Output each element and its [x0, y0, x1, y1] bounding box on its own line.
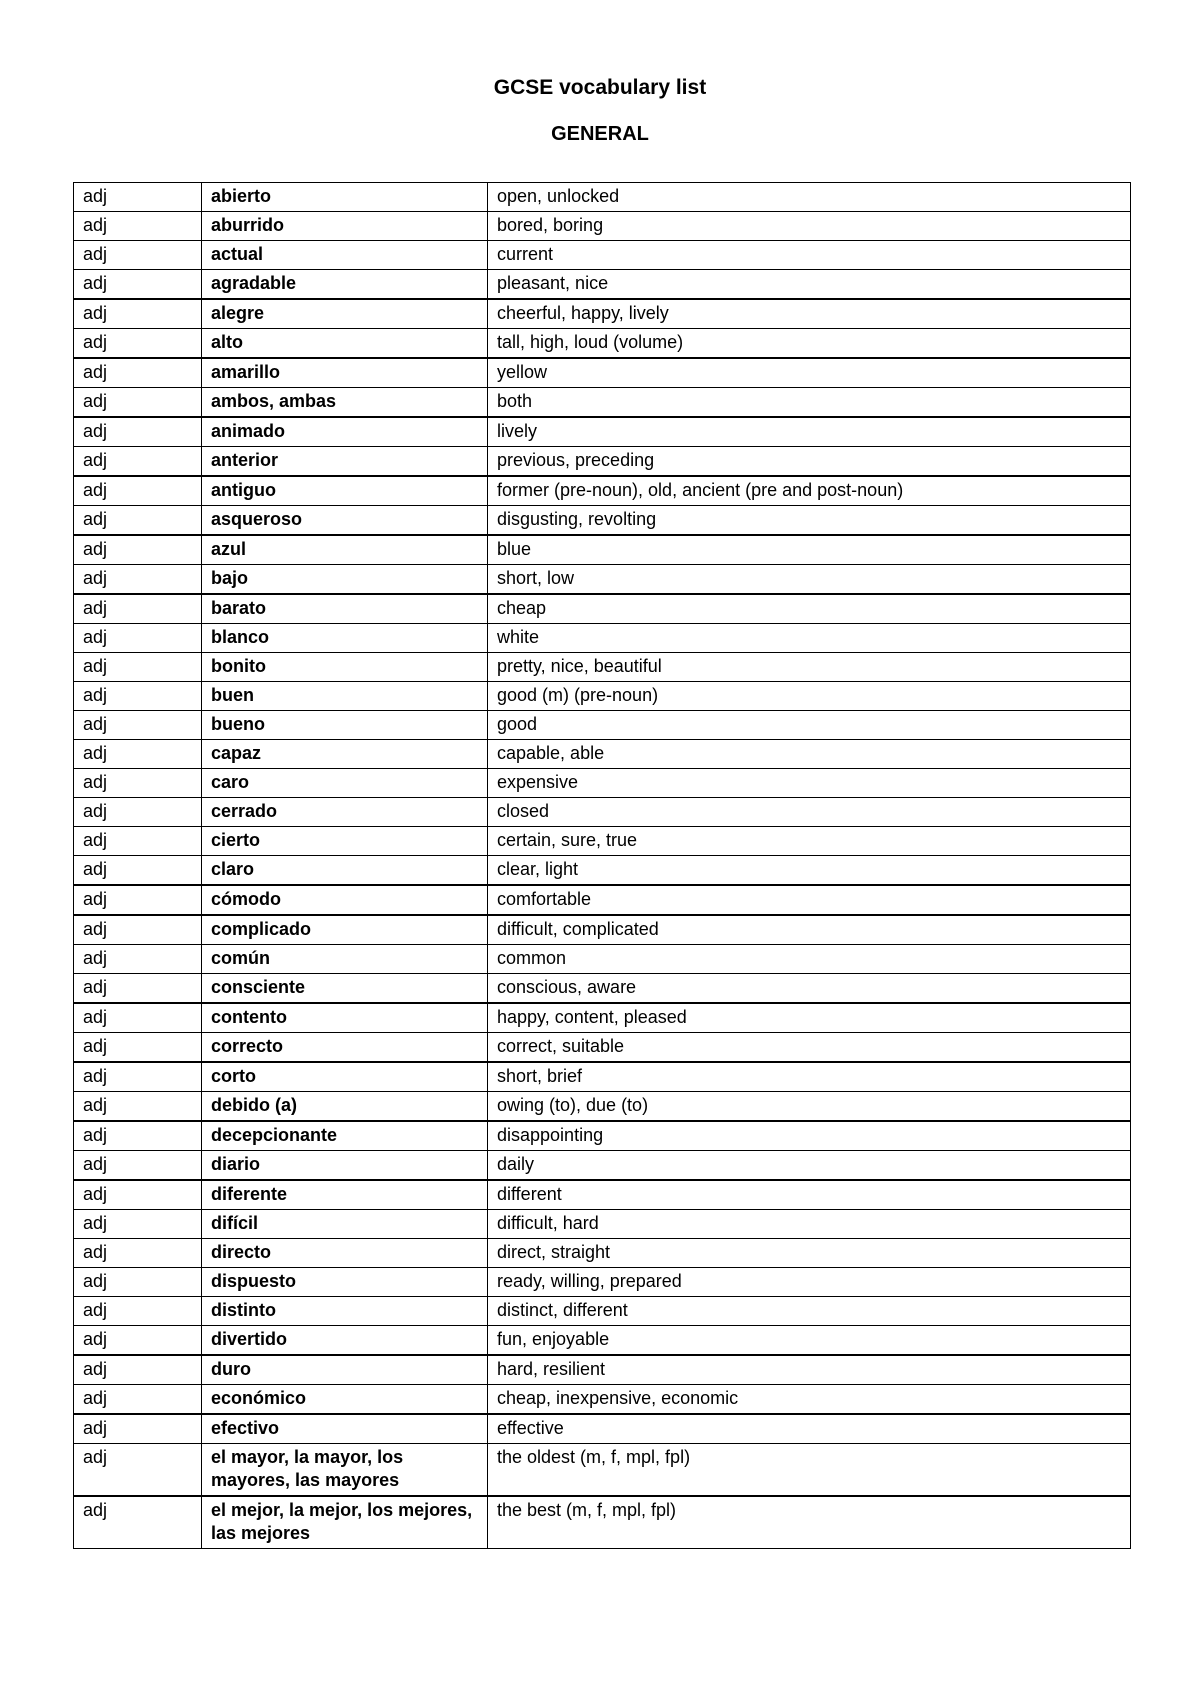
table-row	[74, 624, 1131, 653]
part-of-speech-cell: adj	[74, 1414, 202, 1444]
table-row	[74, 1151, 1131, 1181]
table-row	[74, 1444, 1131, 1497]
part-of-speech-cell: adj	[74, 1239, 202, 1268]
table-row	[74, 388, 1131, 418]
spanish-word-cell: cierto	[202, 827, 488, 856]
table-row	[74, 241, 1131, 270]
part-of-speech-cell: adj	[74, 388, 202, 418]
part-of-speech-cell: adj	[74, 1268, 202, 1297]
table-row	[74, 447, 1131, 477]
english-meaning-cell: current	[488, 241, 1131, 270]
english-meaning-cell: conscious, aware	[488, 974, 1131, 1004]
table-row	[74, 915, 1131, 945]
table-row	[74, 856, 1131, 886]
part-of-speech-cell: adj	[74, 945, 202, 974]
part-of-speech-cell: adj	[74, 270, 202, 300]
english-meaning-cell: comfortable	[488, 885, 1131, 915]
part-of-speech-cell: adj	[74, 856, 202, 886]
spanish-word-cell: el mayor, la mayor, los mayores, las mayores	[202, 1444, 488, 1497]
spanish-word-cell: amarillo	[202, 358, 488, 388]
english-meaning-cell: lively	[488, 417, 1131, 447]
english-meaning-cell: pretty, nice, beautiful	[488, 653, 1131, 682]
table-row	[74, 1414, 1131, 1444]
table-row	[74, 974, 1131, 1004]
table-row	[74, 769, 1131, 798]
part-of-speech-cell: adj	[74, 1180, 202, 1210]
table-row	[74, 740, 1131, 769]
table-row	[74, 1180, 1131, 1210]
english-meaning-cell: disappointing	[488, 1121, 1131, 1151]
spanish-word-cell: efectivo	[202, 1414, 488, 1444]
english-meaning-cell: short, brief	[488, 1062, 1131, 1092]
part-of-speech-cell: adj	[74, 417, 202, 447]
spanish-word-cell: alto	[202, 329, 488, 359]
table-row	[74, 476, 1131, 506]
spanish-word-cell: anterior	[202, 447, 488, 477]
english-meaning-cell: the oldest (m, f, mpl, fpl)	[488, 1444, 1131, 1497]
spanish-word-cell: buen	[202, 682, 488, 711]
spanish-word-cell: claro	[202, 856, 488, 886]
vocabulary-table	[73, 182, 1131, 1549]
spanish-word-cell: económico	[202, 1385, 488, 1415]
table-row	[74, 506, 1131, 536]
part-of-speech-cell: adj	[74, 682, 202, 711]
english-meaning-cell: both	[488, 388, 1131, 418]
table-row	[74, 594, 1131, 624]
english-meaning-cell: disgusting, revolting	[488, 506, 1131, 536]
table-row	[74, 565, 1131, 595]
english-meaning-cell: bored, boring	[488, 212, 1131, 241]
part-of-speech-cell: adj	[74, 653, 202, 682]
spanish-word-cell: el mejor, la mejor, los mejores, las mejores	[202, 1496, 488, 1549]
spanish-word-cell: blanco	[202, 624, 488, 653]
english-meaning-cell: expensive	[488, 769, 1131, 798]
english-meaning-cell: daily	[488, 1151, 1131, 1181]
spanish-word-cell: caro	[202, 769, 488, 798]
part-of-speech-cell: adj	[74, 1297, 202, 1326]
part-of-speech-cell: adj	[74, 740, 202, 769]
english-meaning-cell: distinct, different	[488, 1297, 1131, 1326]
english-meaning-cell: difficult, complicated	[488, 915, 1131, 945]
table-row	[74, 358, 1131, 388]
table-row	[74, 417, 1131, 447]
english-meaning-cell: fun, enjoyable	[488, 1326, 1131, 1356]
part-of-speech-cell: adj	[74, 358, 202, 388]
part-of-speech-cell: adj	[74, 711, 202, 740]
spanish-word-cell: contento	[202, 1003, 488, 1033]
part-of-speech-cell: adj	[74, 565, 202, 595]
english-meaning-cell: correct, suitable	[488, 1033, 1131, 1063]
spanish-word-cell: agradable	[202, 270, 488, 300]
english-meaning-cell: good (m) (pre-noun)	[488, 682, 1131, 711]
spanish-word-cell: bajo	[202, 565, 488, 595]
english-meaning-cell: good	[488, 711, 1131, 740]
english-meaning-cell: blue	[488, 535, 1131, 565]
spanish-word-cell: común	[202, 945, 488, 974]
table-row	[74, 1003, 1131, 1033]
part-of-speech-cell: adj	[74, 769, 202, 798]
spanish-word-cell: alegre	[202, 299, 488, 329]
english-meaning-cell: tall, high, loud (volume)	[488, 329, 1131, 359]
spanish-word-cell: directo	[202, 1239, 488, 1268]
page-title: GCSE vocabulary list	[493, 76, 707, 99]
english-meaning-cell: short, low	[488, 565, 1131, 595]
spanish-word-cell: distinto	[202, 1297, 488, 1326]
part-of-speech-cell: adj	[74, 329, 202, 359]
spanish-word-cell: animado	[202, 417, 488, 447]
english-meaning-cell: different	[488, 1180, 1131, 1210]
part-of-speech-cell: adj	[74, 212, 202, 241]
part-of-speech-cell: adj	[74, 1003, 202, 1033]
spanish-word-cell: azul	[202, 535, 488, 565]
table-row	[74, 1033, 1131, 1063]
spanish-word-cell: cerrado	[202, 798, 488, 827]
spanish-word-cell: duro	[202, 1355, 488, 1385]
english-meaning-cell: the best (m, f, mpl, fpl)	[488, 1496, 1131, 1549]
part-of-speech-cell: adj	[74, 1326, 202, 1356]
table-row	[74, 885, 1131, 915]
part-of-speech-cell: adj	[74, 1062, 202, 1092]
english-meaning-cell: direct, straight	[488, 1239, 1131, 1268]
part-of-speech-cell: adj	[74, 1444, 202, 1497]
part-of-speech-cell: adj	[74, 1355, 202, 1385]
spanish-word-cell: asqueroso	[202, 506, 488, 536]
part-of-speech-cell: adj	[74, 299, 202, 329]
table-row	[74, 270, 1131, 300]
spanish-word-cell: dispuesto	[202, 1268, 488, 1297]
spanish-word-cell: corto	[202, 1062, 488, 1092]
spanish-word-cell: complicado	[202, 915, 488, 945]
english-meaning-cell: hard, resilient	[488, 1355, 1131, 1385]
part-of-speech-cell: adj	[74, 183, 202, 212]
english-meaning-cell: previous, preceding	[488, 447, 1131, 477]
english-meaning-cell: white	[488, 624, 1131, 653]
table-row	[74, 1268, 1131, 1297]
table-row	[74, 827, 1131, 856]
vocabulary-table-body	[74, 183, 1131, 1549]
english-meaning-cell: cheerful, happy, lively	[488, 299, 1131, 329]
english-meaning-cell: ready, willing, prepared	[488, 1268, 1131, 1297]
table-row	[74, 798, 1131, 827]
english-meaning-cell: cheap	[488, 594, 1131, 624]
spanish-word-cell: correcto	[202, 1033, 488, 1063]
spanish-word-cell: debido (a)	[202, 1092, 488, 1122]
part-of-speech-cell: adj	[74, 624, 202, 653]
part-of-speech-cell: adj	[74, 1151, 202, 1181]
spanish-word-cell: cómodo	[202, 885, 488, 915]
spanish-word-cell: diario	[202, 1151, 488, 1181]
part-of-speech-cell: adj	[74, 594, 202, 624]
table-row	[74, 1326, 1131, 1356]
english-meaning-cell: closed	[488, 798, 1131, 827]
english-meaning-cell: effective	[488, 1414, 1131, 1444]
english-meaning-cell: former (pre-noun), old, ancient (pre and post-noun)	[488, 476, 1131, 506]
spanish-word-cell: bueno	[202, 711, 488, 740]
english-meaning-cell: cheap, inexpensive, economic	[488, 1385, 1131, 1415]
english-meaning-cell: happy, content, pleased	[488, 1003, 1131, 1033]
table-row	[74, 653, 1131, 682]
part-of-speech-cell: adj	[74, 798, 202, 827]
spanish-word-cell: divertido	[202, 1326, 488, 1356]
english-meaning-cell: certain, sure, true	[488, 827, 1131, 856]
spanish-word-cell: consciente	[202, 974, 488, 1004]
part-of-speech-cell: adj	[74, 1210, 202, 1239]
spanish-word-cell: actual	[202, 241, 488, 270]
spanish-word-cell: antiguo	[202, 476, 488, 506]
table-row	[74, 1062, 1131, 1092]
table-row	[74, 299, 1131, 329]
section-heading: GENERAL	[551, 123, 649, 145]
table-row	[74, 183, 1131, 212]
spanish-word-cell: difícil	[202, 1210, 488, 1239]
english-meaning-cell: common	[488, 945, 1131, 974]
spanish-word-cell: ambos, ambas	[202, 388, 488, 418]
english-meaning-cell: pleasant, nice	[488, 270, 1131, 300]
table-row	[74, 711, 1131, 740]
part-of-speech-cell: adj	[74, 915, 202, 945]
table-row	[74, 1121, 1131, 1151]
part-of-speech-cell: adj	[74, 1033, 202, 1063]
part-of-speech-cell: adj	[74, 827, 202, 856]
table-row	[74, 1385, 1131, 1415]
spanish-word-cell: aburrido	[202, 212, 488, 241]
english-meaning-cell: difficult, hard	[488, 1210, 1131, 1239]
table-row	[74, 212, 1131, 241]
spanish-word-cell: capaz	[202, 740, 488, 769]
english-meaning-cell: clear, light	[488, 856, 1131, 886]
english-meaning-cell: owing (to), due (to)	[488, 1092, 1131, 1122]
english-meaning-cell: capable, able	[488, 740, 1131, 769]
part-of-speech-cell: adj	[74, 476, 202, 506]
part-of-speech-cell: adj	[74, 1385, 202, 1415]
part-of-speech-cell: adj	[74, 1496, 202, 1549]
part-of-speech-cell: adj	[74, 506, 202, 536]
table-row	[74, 682, 1131, 711]
spanish-word-cell: bonito	[202, 653, 488, 682]
table-row	[74, 1092, 1131, 1122]
table-row	[74, 1496, 1131, 1549]
part-of-speech-cell: adj	[74, 1121, 202, 1151]
part-of-speech-cell: adj	[74, 447, 202, 477]
table-row	[74, 329, 1131, 359]
part-of-speech-cell: adj	[74, 974, 202, 1004]
part-of-speech-cell: adj	[74, 1092, 202, 1122]
table-row	[74, 945, 1131, 974]
part-of-speech-cell: adj	[74, 535, 202, 565]
english-meaning-cell: yellow	[488, 358, 1131, 388]
spanish-word-cell: decepcionante	[202, 1121, 488, 1151]
english-meaning-cell: open, unlocked	[488, 183, 1131, 212]
table-row	[74, 1210, 1131, 1239]
table-row	[74, 1239, 1131, 1268]
spanish-word-cell: barato	[202, 594, 488, 624]
table-row	[74, 1355, 1131, 1385]
spanish-word-cell: diferente	[202, 1180, 488, 1210]
table-row	[74, 535, 1131, 565]
table-row	[74, 1297, 1131, 1326]
part-of-speech-cell: adj	[74, 885, 202, 915]
part-of-speech-cell: adj	[74, 241, 202, 270]
spanish-word-cell: abierto	[202, 183, 488, 212]
